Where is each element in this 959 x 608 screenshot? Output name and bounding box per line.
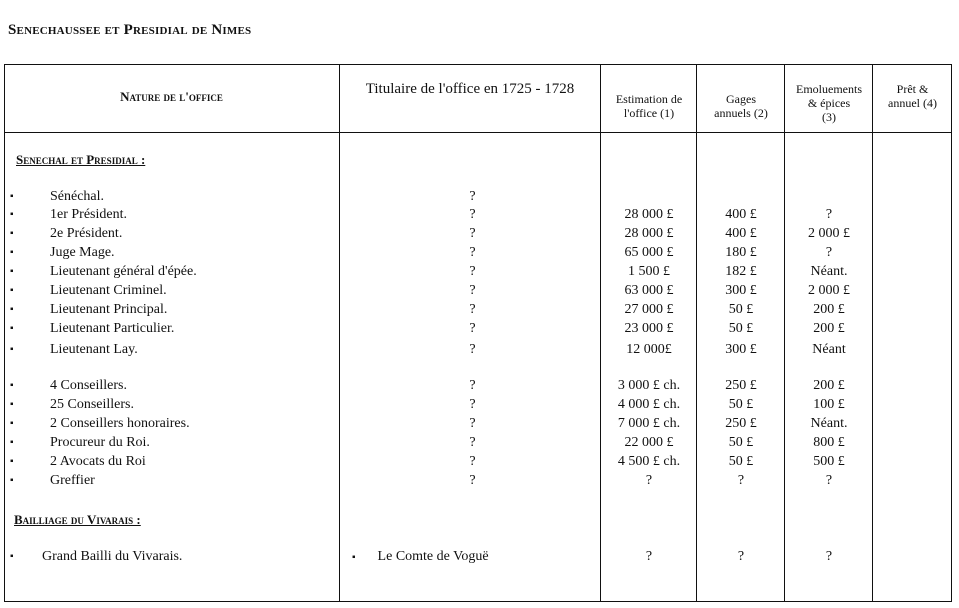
bullet-icon: ▪	[10, 418, 14, 429]
bullet-icon: ▪	[10, 228, 14, 239]
bullet-icon: ▪	[10, 304, 14, 315]
emoluments-cell: 200 £	[813, 302, 845, 317]
titulaire-cell: ?	[469, 283, 476, 298]
emoluments-cell: 800 £	[813, 435, 845, 450]
table-row	[0, 188, 959, 206]
gages-cell: ?	[737, 549, 745, 564]
titulaire-cell: ?	[469, 321, 476, 336]
gages-cell: 300 £	[725, 342, 757, 357]
estimation-cell: 65 000 £	[624, 245, 674, 260]
titulaire-cell: ▪ Le Comte de Voguë	[352, 549, 489, 564]
table-row	[0, 263, 959, 281]
table-row	[0, 301, 959, 319]
section-title-senechal: Senechal et Presidial :	[16, 152, 146, 167]
estimation-cell: 4 000 £ ch.	[617, 397, 681, 412]
bullet-icon: ▪	[10, 437, 14, 448]
table-row	[0, 244, 959, 262]
office-name: Procureur du Roi.	[50, 435, 150, 450]
header-titulaire: Titulaire de l'office en 1725 - 1728	[365, 81, 575, 97]
titulaire-cell: ?	[469, 189, 476, 204]
office-name: Lieutenant Criminel.	[50, 283, 167, 298]
estimation-cell: 23 000 £	[624, 321, 674, 336]
gages-cell: ?	[737, 473, 745, 488]
titulaire-cell: ?	[469, 454, 476, 469]
estimation-cell: 7 000 £ ch.	[617, 416, 681, 431]
gages-cell: 300 £	[725, 283, 757, 298]
bullet-icon: ▪	[10, 551, 14, 562]
titulaire-cell: ?	[469, 416, 476, 431]
emoluments-cell: ?	[825, 245, 833, 260]
office-name: Sénéchal.	[50, 189, 105, 204]
table-row	[0, 206, 959, 224]
estimation-cell: 3 000 £ ch.	[617, 378, 681, 393]
table-row	[0, 320, 959, 338]
header-emoluments: Emoluements & épices (3)	[796, 82, 862, 124]
office-name: Lieutenant général d'épée.	[50, 264, 197, 279]
table-row	[0, 472, 959, 490]
gages-cell: 250 £	[725, 378, 757, 393]
office-name: 1er Président.	[50, 207, 127, 222]
table-row	[0, 434, 959, 452]
titulaire-cell: ?	[469, 397, 476, 412]
office-name: Greffier	[50, 473, 95, 488]
gages-cell: 400 £	[725, 207, 757, 222]
gages-cell: 50 £	[728, 397, 754, 412]
estimation-cell: 28 000 £	[624, 226, 674, 241]
bullet-icon: ▪	[10, 380, 14, 391]
office-name: Lieutenant Principal.	[50, 302, 168, 317]
gages-cell: 400 £	[725, 226, 757, 241]
bullet-icon: ▪	[10, 323, 14, 334]
titulaire-cell: ?	[469, 342, 476, 357]
titulaire-cell: ?	[469, 264, 476, 279]
estimation-cell: 28 000 £	[624, 207, 674, 222]
estimation-cell: 63 000 £	[624, 283, 674, 298]
office-name: Lieutenant Lay.	[50, 342, 138, 357]
bullet-icon: ▪	[10, 266, 14, 277]
bullet-icon: ▪	[10, 344, 14, 355]
bullet-icon: ▪	[10, 399, 14, 410]
titulaire-cell: ?	[469, 245, 476, 260]
bullet-icon: ▪	[10, 191, 14, 202]
titulaire-cell: ?	[469, 435, 476, 450]
gages-cell: 50 £	[728, 321, 754, 336]
table-row	[0, 548, 959, 566]
office-name: 2 Avocats du Roi	[50, 454, 146, 469]
header-nature: Nature de l'office	[120, 89, 223, 104]
bullet-icon: ▪	[10, 456, 14, 467]
table-row	[0, 341, 959, 359]
gages-cell: 180 £	[725, 245, 757, 260]
emoluments-cell: 2 000 £	[808, 226, 850, 241]
table-row	[0, 282, 959, 300]
bullet-icon: ▪	[10, 285, 14, 296]
office-name: Grand Bailli du Vivarais.	[42, 549, 183, 564]
titulaire-cell: ?	[469, 473, 476, 488]
section-title-bailliage: Bailliage du Vivarais :	[14, 512, 141, 527]
table-row	[0, 453, 959, 471]
gages-cell: 250 £	[725, 416, 757, 431]
emoluments-cell: 100 £	[813, 397, 845, 412]
header-estimation: Estimation de l'office (1)	[615, 92, 683, 120]
estimation-cell: 1 500 £	[628, 264, 670, 279]
emoluments-cell: 500 £	[813, 454, 845, 469]
titulaire-cell: ?	[469, 226, 476, 241]
office-name: 4 Conseillers.	[50, 378, 127, 393]
emoluments-cell: 200 £	[813, 378, 845, 393]
office-name: Juge Mage.	[50, 245, 115, 260]
estimation-cell: 12 000£	[626, 342, 672, 357]
header-divider	[4, 132, 952, 133]
gages-cell: 50 £	[728, 435, 754, 450]
titulaire-cell: ?	[469, 378, 476, 393]
emoluments-cell: ?	[825, 549, 833, 564]
bullet-icon: ▪	[10, 247, 14, 258]
office-name: 25 Conseillers.	[50, 397, 134, 412]
emoluments-cell: ?	[825, 207, 833, 222]
estimation-cell: ?	[645, 549, 653, 564]
header-pret: Prêt & annuel (4)	[888, 82, 937, 110]
emoluments-cell: Néant.	[810, 264, 848, 279]
emoluments-cell: 200 £	[813, 321, 845, 336]
bullet-icon: ▪	[10, 209, 14, 220]
emoluments-cell: Néant.	[810, 416, 848, 431]
estimation-cell: 4 500 £ ch.	[617, 454, 681, 469]
office-name: Lieutenant Particulier.	[50, 321, 175, 336]
emoluments-cell: Néant	[812, 342, 846, 357]
table-row	[0, 225, 959, 243]
estimation-cell: 27 000 £	[624, 302, 674, 317]
header-gages: Gages annuels (2)	[714, 92, 768, 120]
table-row	[0, 396, 959, 414]
gages-cell: 50 £	[728, 454, 754, 469]
office-name: 2e Président.	[50, 226, 123, 241]
table-row	[0, 415, 959, 433]
gages-cell: 50 £	[728, 302, 754, 317]
titulaire-cell: ?	[469, 302, 476, 317]
table-row	[0, 377, 959, 395]
bullet-icon: ▪	[10, 475, 14, 486]
titulaire-cell: ?	[469, 207, 476, 222]
gages-cell: 182 £	[725, 264, 757, 279]
estimation-cell: ?	[645, 473, 653, 488]
bullet-icon: ▪	[352, 552, 356, 563]
emoluments-cell: ?	[825, 473, 833, 488]
emoluments-cell: 2 000 £	[808, 283, 850, 298]
page-title: Senechaussee et Presidial de Nimes	[8, 22, 252, 38]
office-name: 2 Conseillers honoraires.	[50, 416, 190, 431]
estimation-cell: 22 000 £	[624, 435, 674, 450]
